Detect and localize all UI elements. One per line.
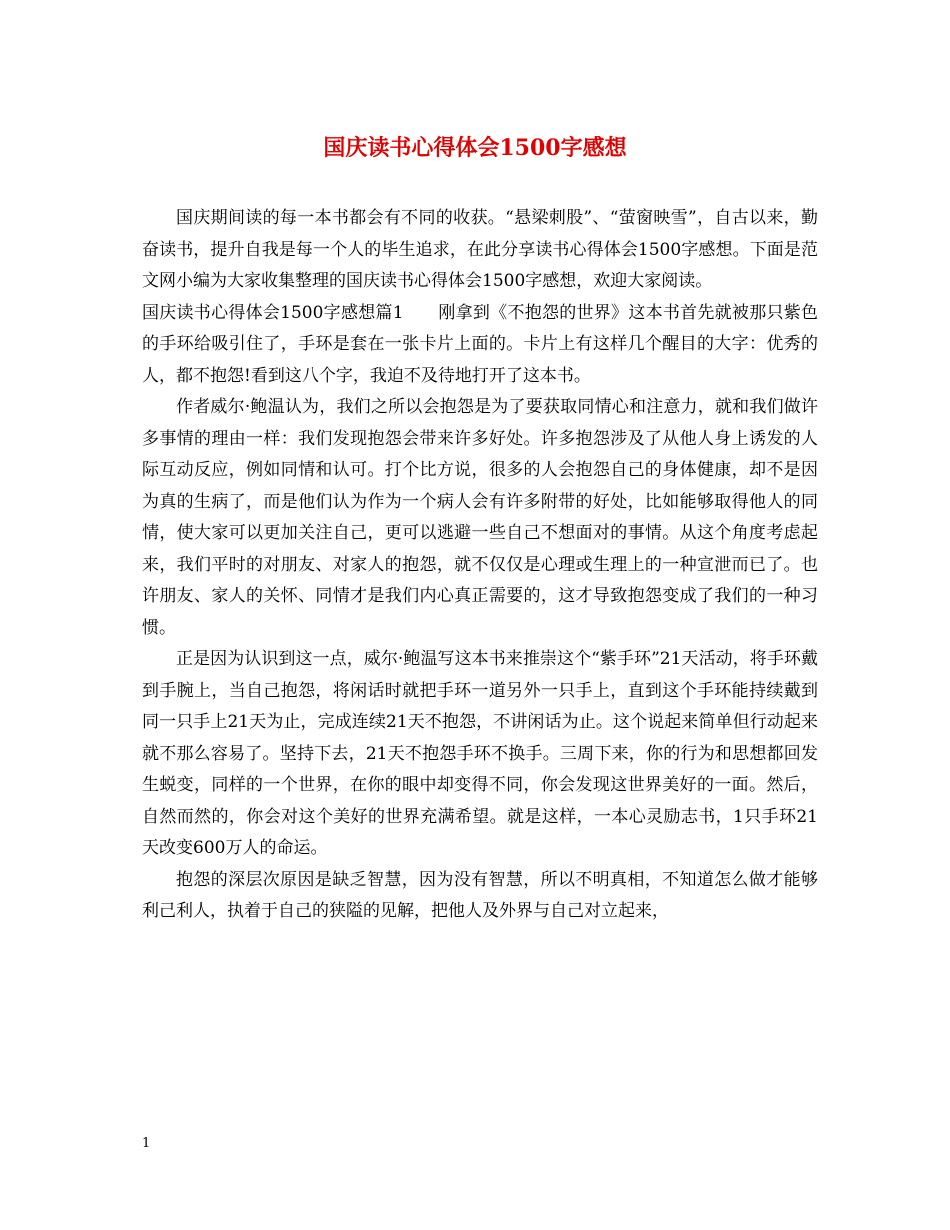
paragraph-section-1-start: 国庆读书心得体会1500字感想篇1 刚拿到《不抱怨的世界》这本书首先就被那只紫色的手环给吸引住了，手环是套在一张卡片上面的。卡片上有这样几个醒目的大字：优秀的人，都不抱怨!看到这八个字，我迫不及待地打开了这本书。: [142, 302, 818, 386]
paragraph-purple-bracelet: 正是因为认识到这一点，威尔·鲍温写这本书来推崇这个“紫手环”21天活动，将手环戴到手腕上，当自己抱怨，将闲话时就把手环一道另外一只手上，直到这个手环能持续戴到同一只手上21天为止，完成连续21天不抱怨，不讲闲话为止。这个说起来简单但行动起来就不那么容易了。坚持下去，21天不抱怨手环不换手。三周下来，你的行为和思想都回发生蜕变，同样的一个世界，在你的眼中却变得不同，你会发现这世界美好的一面。然后，自然而然的，你会对这个美好的世界充满希望。就是这样，一本心灵励志书，1只手环21天改变600万人的命运。: [142, 649, 818, 858]
page-number: 1: [142, 1136, 151, 1151]
document-body: [142, 203, 818, 928]
paragraph-author-view: 作者威尔·鲍温认为，我们之所以会抱怨是为了要获取同情心和注意力，就和我们做许多事情的理由一样：我们发现抱怨会带来许多好处。许多抱怨涉及了从他人身上诱发的人际互动反应，例如同情和认可。打个比方说，很多的人会抱怨自己的身体健康，却不是因为真的生病了，而是他们认为作为一个病人会有许多附带的好处，比如能够取得他人的同情，使大家可以更加关注自己，更可以逃避一些自己不想面对的事情。从这个角度考虑起来，我们平时的对朋友、对家人的抱怨，就不仅仅是心理或生理上的一种宣泄而已了。也许朋友、家人的关怀、同情才是我们内心真正需要的，这才导致抱怨变成了我们的一种习惯。: [142, 397, 818, 638]
paragraph-intro: 国庆期间读的每一本书都会有不同的收获。“悬梁刺股”、“萤窗映雪”，自古以来，勤奋读书，提升自我是每一个人的毕生追求，在此分享读书心得体会1500字感想。下面是范文网小编为大家收集整理的国庆读书心得体会1500字感想，欢迎大家阅读。: [142, 208, 818, 291]
document-title: 国庆读书心得体会1500字感想: [323, 135, 627, 161]
paragraph-deep-reason: 抱怨的深层次原因是缺乏智慧，因为没有智慧，所以不明真相，不知道怎么做才能够利己利人，执着于自己的狭隘的见解，把他人及外界与自己对立起来，: [142, 869, 818, 921]
